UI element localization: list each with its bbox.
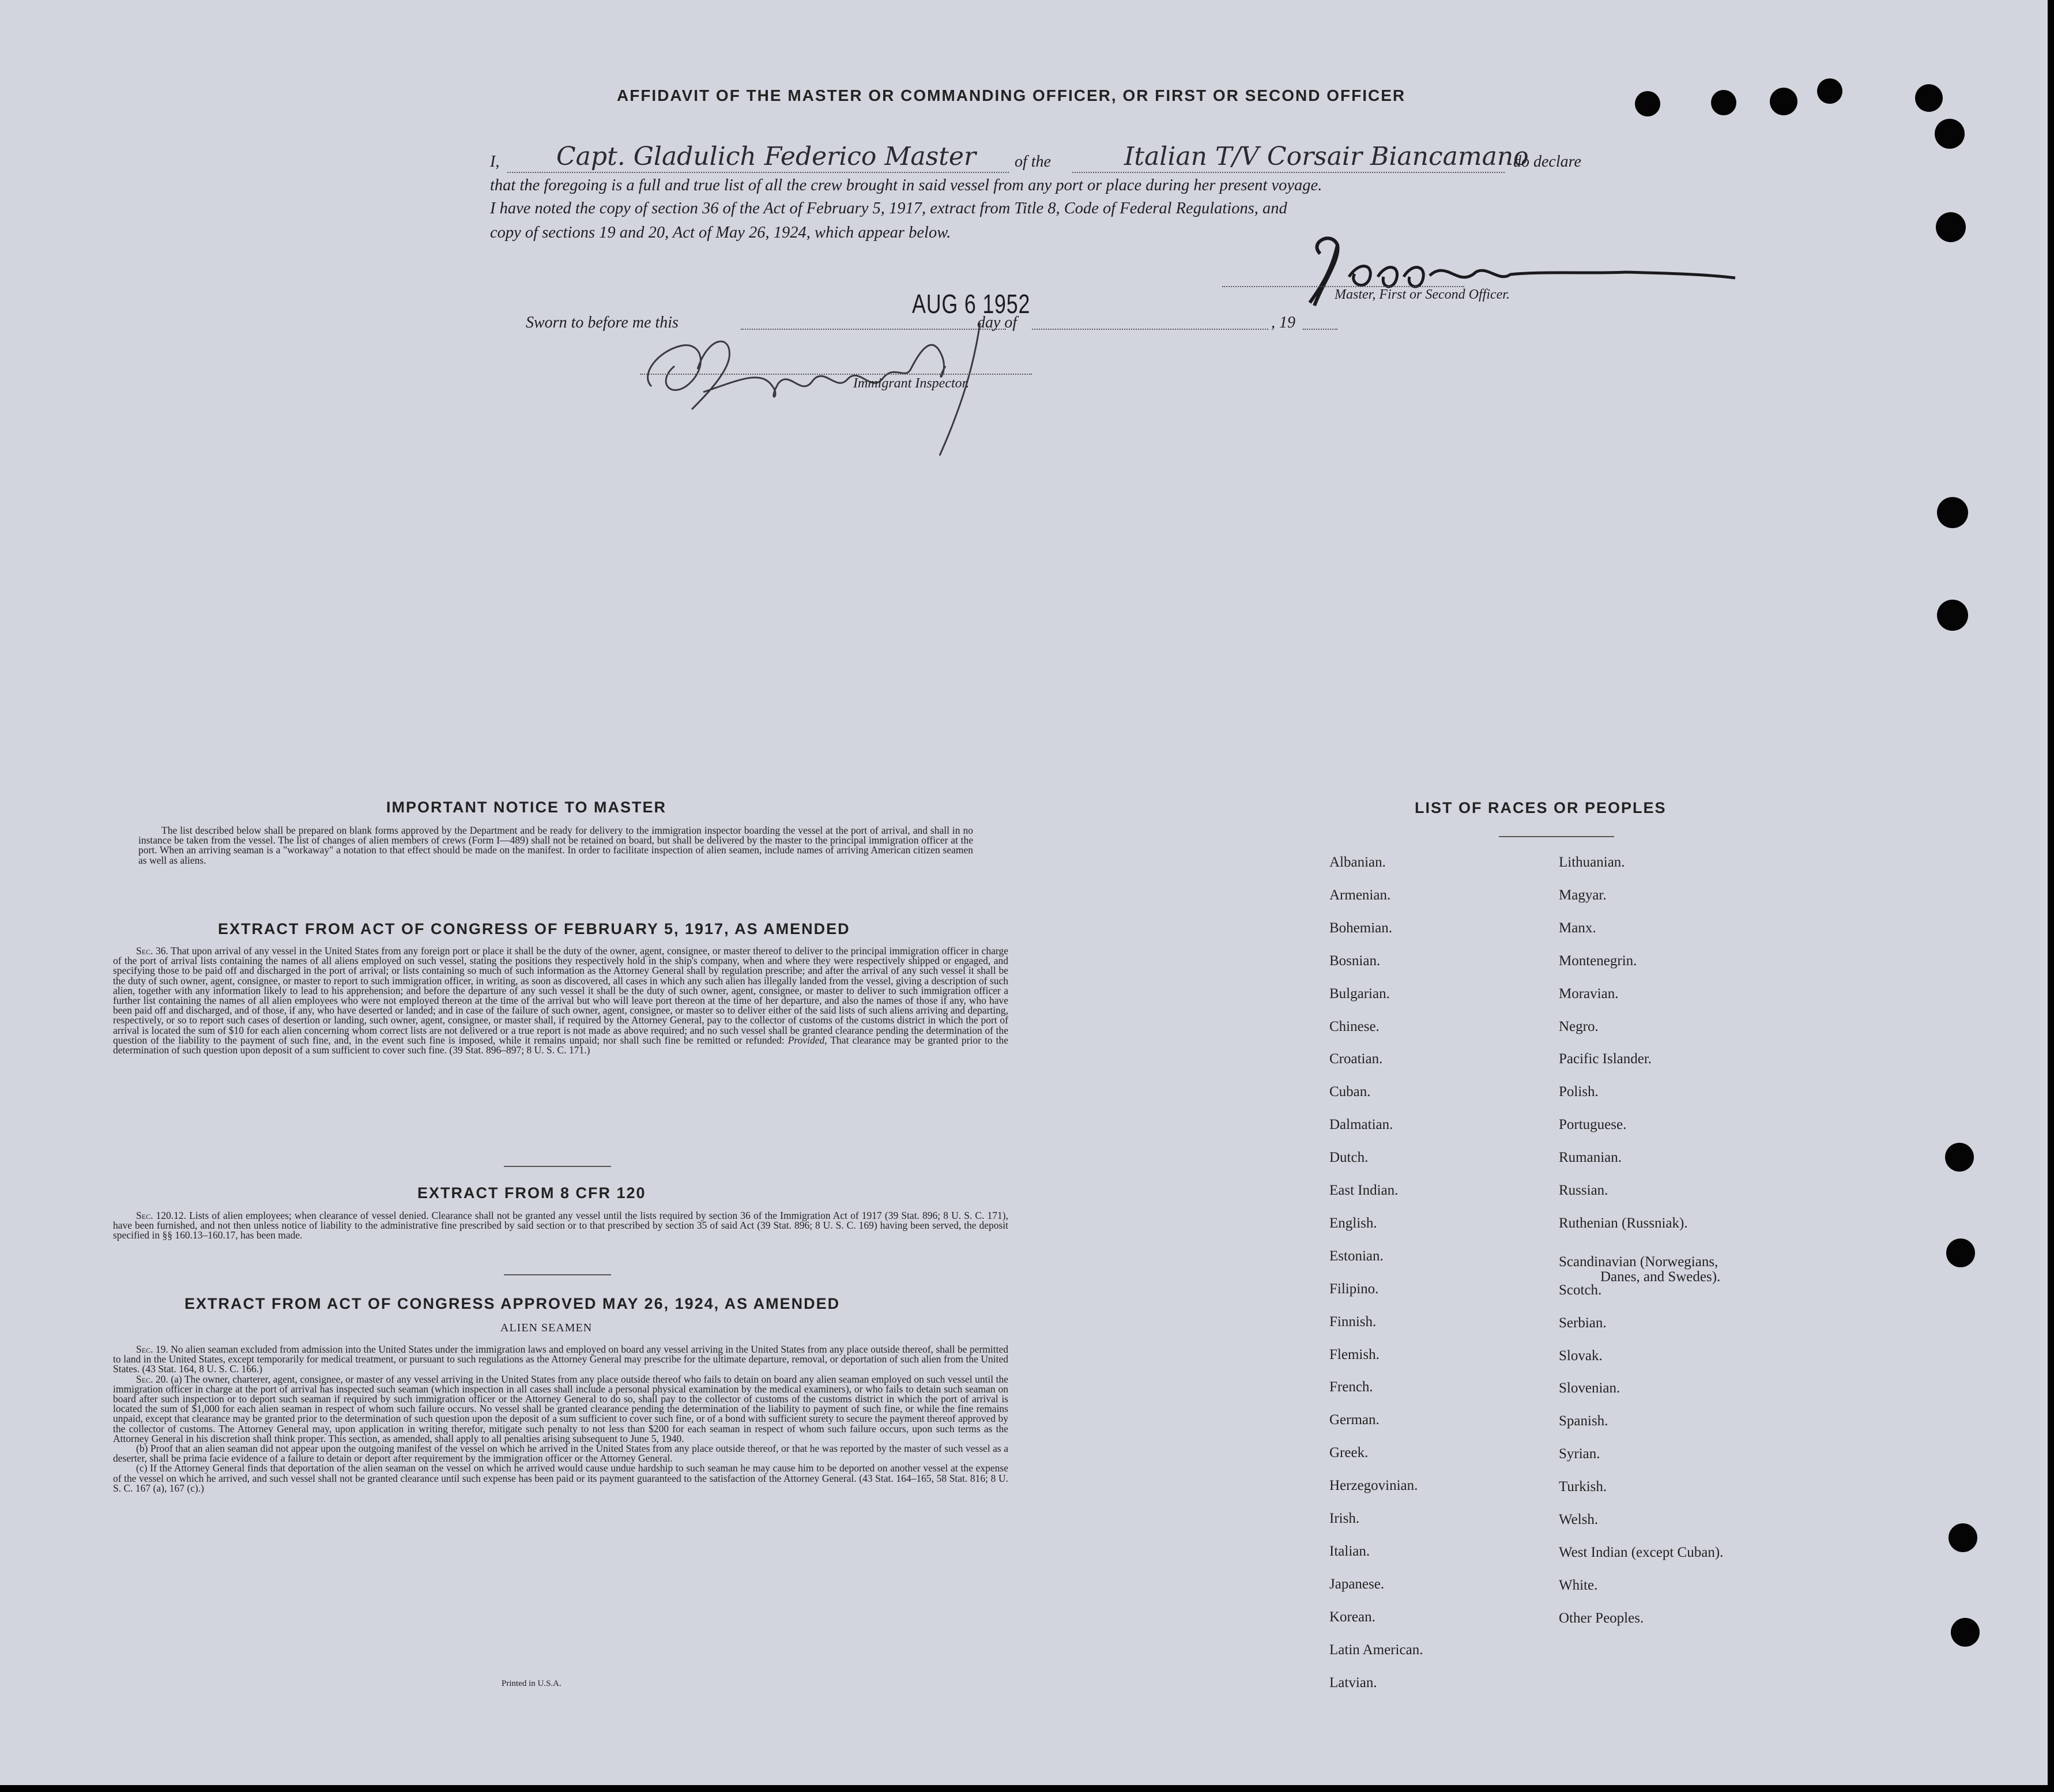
inspector-signature <box>634 311 1038 461</box>
race-item: Rumanian. <box>1559 1150 1622 1165</box>
race-item: Latin American. <box>1329 1642 1423 1658</box>
race-item: Flemish. <box>1329 1347 1380 1362</box>
sec-120-body: Lists of alien employees; when clearance of vessel denied. Clearance shall not be granted any vessel until the lists required by section 36 of the Immigration Act of 1917 (39 Stat. 896; 8 U. S. C. 171), have been furnished, and not then unless notice of liability to the administrative fine prescribed by said section or to that prescribed by section 35 of said Act (39 Stat. 896; 8 U. S. C. 169) having been served, the deposit specified in §§ 160.13–160.17, has been made. <box>113 1210 1009 1241</box>
race-item: Moravian. <box>1559 986 1619 1002</box>
race-item: Albanian. <box>1329 854 1386 870</box>
race-item: Estonian. <box>1329 1248 1384 1264</box>
race-item: West Indian (except Cuban). <box>1559 1545 1724 1560</box>
sworn-label: Sworn to before me this <box>526 314 679 332</box>
name-dotted-line <box>507 172 1009 173</box>
race-item: Filipino. <box>1329 1281 1379 1297</box>
extract-8cfr-block <box>113 1211 1008 1241</box>
race-item: Montenegrin. <box>1559 953 1637 969</box>
race-item: East Indian. <box>1329 1183 1399 1198</box>
race-item: Other Peoples. <box>1559 1610 1644 1626</box>
inspector-dotted-line <box>640 374 1032 375</box>
race-item: Armenian. <box>1329 887 1391 903</box>
race-item: Ruthenian (Russniak). <box>1559 1215 1688 1231</box>
sec-36-body: That upon arrival of any vessel in the United States from any foreign port or place it shall be the duty of the owner, agent, consignee, or master thereof to deliver to the principal immigration officer in charge of the port of arrival lists containing the names of all aliens employed on such vessel, stating the positions they respectively hold in the ship's company, when and where they were respectively shipped or engaged, and specifying those to be paid off and discharged in the port of arrival; or lists containing so much of such information as the Attorney General shall by regulation prescribe; and after the arrival of any such vessel it shall be the duty of such owner, agent, consignee, or master to report to such immigration officer, in writing, as soon as discovered, all cases in which any such alien has illegally landed from the vessel, giving a description of such alien, together with any information likely to lead to his apprehension; and before the departure of any such vessel it shall be the duty of such owner, agent, consignee, or master to deliver to such immigration officer a further list containing the names of all alien employees who were not employed thereon at the time of the arrival but who will leave port thereon at the time of her departure, and also the names of those if any, who have been paid off and discharged, and of those, if any, who have deserted or landed; and in case of the failure of such owner, agent, consignee, or master so to deliver either of the said lists of such aliens arriving and departing, respectively, or so to report such cases of desertion or landing, such owner, agent, consignee, or master shall, if required by the Attorney General, pay to the collector of customs of the customs district in which the port of arrival is located the sum of $10 for each alien concerning whom correct lists are not delivered or a true report is not made as above required; and no such vessel shall be granted clearance pending the determination of the question of the liability to the payment of such fine, and, in the event such fine is imposed, while it remains unpaid; nor shall such fine be remitted or refunded: <box>113 945 1008 1046</box>
race-item: Scandinavian (Norwegians, <box>1559 1254 1718 1270</box>
race-item: Finnish. <box>1329 1314 1377 1330</box>
notice-body: The list described below shall be prepared on blank forms approved by the Department and be ready for delivery to the immigration inspector boarding the vessel at the port of arrival, and shall in no instance be taken from the vessel. The list of changes of alien members of crews (Form I—489) shall not be retained on board, but shall be delivered by the master to the principal immigration officer at the port. When an arriving seaman is a "workaway" a notation to that effect should be made on the manifest. In order to facilitate inspection of alien seamen, include names of arriving American citizen seamen as well as aliens. <box>138 825 973 866</box>
race-item: Slovenian. <box>1559 1380 1620 1396</box>
affidavit-do-declare: do declare <box>1513 153 1581 171</box>
year-label: , 19 <box>1271 314 1295 332</box>
race-item: Bohemian. <box>1329 920 1393 936</box>
sec-120-label: Sec. 120.12. <box>136 1210 187 1221</box>
race-item: Greek. <box>1329 1445 1369 1460</box>
extract-8cfr-paragraph <box>113 1211 1008 1241</box>
inspector-label: Immigrant Inspector. <box>853 376 970 391</box>
sec-20-label: Sec. 20. <box>136 1373 168 1385</box>
race-item: Italian. <box>1329 1543 1370 1559</box>
race-item: Danes, and Swedes). <box>1600 1269 1721 1285</box>
race-item: Magyar. <box>1559 887 1607 903</box>
extract-1924-block <box>113 1345 1008 1493</box>
sec-36-end: That clearance may be granted prior to the determination of such question upon deposit of a sum sufficient to cover such fine. (39 Stat. 896–897; 8 U. S. C. 171.) <box>113 1034 1009 1056</box>
punch-hole <box>1770 88 1797 115</box>
race-item: Portuguese. <box>1559 1117 1627 1132</box>
race-item: Slovak. <box>1559 1348 1603 1364</box>
race-item: Russian. <box>1559 1183 1608 1198</box>
punch-hole <box>1711 90 1736 115</box>
punch-hole <box>1936 212 1966 242</box>
provided-label: Provided, <box>787 1034 827 1046</box>
sec-20c-paragraph: (c) If the Attorney General finds that deportation of the alien seaman on the vessel on which he arrived would cause undue hardship to such seaman he may cause him to be deported on another vessel at the expense of the vessel on which he arrived, and such vessel shall not be granted clearance until such expense has been paid or its payment guaranteed to the satisfaction of the Attorney General. (43 Stat. 164–165, 58 Stat. 816; 8 U. S. C. 167 (a), 167 (c).) <box>113 1462 1008 1494</box>
race-item: French. <box>1329 1379 1373 1395</box>
extract-1917-title: EXTRACT FROM ACT OF CONGRESS OF FEBRUARY 5, 1917, AS AMENDED <box>218 920 850 938</box>
notice-body-block <box>138 826 973 865</box>
divider-rule <box>504 1166 611 1167</box>
race-item: Negro. <box>1559 1019 1599 1034</box>
race-item: Dalmatian. <box>1329 1117 1393 1132</box>
races-title: LIST OF RACES OR PEOPLES <box>1415 799 1667 816</box>
affidavit-line-3: I have noted the copy of section 36 of the Act of February 5, 1917, extract from Title 8, Code of Federal Regulations, and <box>490 199 1287 217</box>
punch-hole <box>1949 1523 1977 1552</box>
race-item: Syrian. <box>1559 1446 1600 1462</box>
extract-8cfr-title: EXTRACT FROM 8 CFR 120 <box>417 1184 646 1202</box>
race-item: Irish. <box>1329 1511 1360 1526</box>
punch-hole <box>1937 600 1968 631</box>
race-item: Cuban. <box>1329 1084 1371 1100</box>
vessel-dotted-line <box>1072 172 1505 173</box>
races-title-rule <box>1499 836 1614 837</box>
race-item: Japanese. <box>1329 1576 1385 1592</box>
race-item: Scotch. <box>1559 1282 1602 1298</box>
sec-36-label: Sec. 36. <box>136 945 168 957</box>
race-item: Herzegovinian. <box>1329 1478 1418 1493</box>
race-item: Spanish. <box>1559 1413 1608 1429</box>
sworn-dotted-line-3 <box>1303 329 1337 330</box>
race-item: Lithuanian. <box>1559 854 1625 870</box>
race-item: Serbian. <box>1559 1315 1607 1331</box>
punch-hole <box>1915 84 1943 112</box>
race-item: White. <box>1559 1578 1598 1593</box>
affidavit-of-the: of the <box>1015 153 1051 171</box>
race-item: English. <box>1329 1215 1377 1231</box>
handwritten-vessel-name: Italian T/V Corsair Biancamano <box>1124 142 1529 171</box>
punch-hole <box>1946 1238 1975 1267</box>
affidavit-line-4: copy of sections 19 and 20, Act of May 26, 1924, which appear below. <box>490 224 951 242</box>
notice-title: IMPORTANT NOTICE TO MASTER <box>386 799 666 816</box>
race-item: Turkish. <box>1559 1479 1607 1494</box>
race-item: Korean. <box>1329 1609 1375 1625</box>
sec-19-label: Sec. 19. <box>136 1343 168 1355</box>
race-item: Dutch. <box>1329 1150 1369 1165</box>
race-item: Latvian. <box>1329 1675 1377 1691</box>
punch-hole <box>1951 1618 1980 1647</box>
extract-1917-block <box>113 946 1008 1055</box>
divider-rule <box>504 1274 611 1275</box>
day-of-label: day of <box>977 314 1017 332</box>
sec-19-body: No alien seaman excluded from admission into the United States under the immigration laws and employed on board any vessel arriving in the United States from any place outside thereof, shall be permitted to land in the United States, except temporarily for medical treatment, or pursuant to such regulations as the Attorney General may prescribe for the ultimate departure, removal, or deportation of such alien from the United States. (43 Stat. 164, 8 U. S. C. 166.) <box>113 1343 1008 1375</box>
sec-20a-paragraph <box>113 1375 1008 1444</box>
master-label: Master, First or Second Officer. <box>1335 287 1510 302</box>
race-item: Welsh. <box>1559 1512 1599 1527</box>
extract-1924-subtitle: ALIEN SEAMEN <box>500 1322 593 1334</box>
race-item: Manx. <box>1559 920 1596 936</box>
punch-hole <box>1635 91 1660 116</box>
sec-20b-paragraph: (b) Proof that an alien seaman did not appear upon the outgoing manifest of the vessel on which he arrived in the United States from any place outside thereof, or that he was reported by the master of such vessel as a deserter, shall be prima facie evidence of a failure to detain or deport after requirement by the immigration officer or the Attorney General. <box>113 1443 1008 1465</box>
race-item: Bosnian. <box>1329 953 1381 969</box>
race-item: Croatian. <box>1329 1051 1383 1067</box>
sec-20a-body: (a) The owner, charterer, agent, consignee, or master of any vessel arriving in the United States from any place outside thereof who fails to detain on board any alien seaman employed on such vessel until the immigration officer in charge at the port of arrival has inspected such seaman (which inspection in all cases shall include a personal physical examination by the medical examiners), or who fails to detain such seaman on board after such inspection or to deport such seaman if required by such immigration officer or the Attorney General to do so, shall pay to the collector of customs of the customs district in which the port of arrival is located the sum of $1,000 for each alien seaman in respect of whom such failure occurs. No vessel shall be granted clearance pending the determination of the liability to payment of such fine, or while the fine remains unpaid, except that clearance may be granted prior to the determination of such question upon the deposit of a sum sufficient to cover such fine, or of a bond with sufficient surety to secure the payment thereof approved by the collector of customs. The Attorney General may, upon application in writing therefor, mitigate such penalty to not less than $200 for each seaman in respect of whom such failure occurs, upon such terms as the Attorney General in his discretion shall think proper. This section, as amended, shall apply to all penalties arising subsequent to June 5, 1940. <box>113 1373 1008 1444</box>
affidavit-heading: AFFIDAVIT OF THE MASTER OR COMMANDING OFFICER, OR FIRST OR SECOND OFFICER <box>617 86 1406 104</box>
race-item: Pacific Islander. <box>1559 1051 1652 1067</box>
printed-in-usa: Printed in U.S.A. <box>502 1679 561 1688</box>
punch-hole <box>1935 119 1965 149</box>
affidavit-line-2: that the foregoing is a full and true list of all the crew brought in said vessel from any port or place during her present voyage. <box>490 176 1322 194</box>
extract-1924-title: EXTRACT FROM ACT OF CONGRESS APPROVED MAY 26, 1924, AS AMENDED <box>184 1295 841 1312</box>
race-item: Chinese. <box>1329 1019 1380 1034</box>
extract-1917-paragraph <box>113 946 1008 1055</box>
punch-hole <box>1817 78 1842 104</box>
affidavit-intro: I, <box>490 153 500 171</box>
punch-hole <box>1945 1143 1974 1172</box>
punch-hole <box>1937 497 1968 528</box>
race-item: Polish. <box>1559 1084 1599 1100</box>
race-item: Bulgarian. <box>1329 986 1390 1002</box>
race-item: German. <box>1329 1412 1380 1428</box>
handwritten-master-name: Capt. Gladulich Federico Master <box>556 142 976 171</box>
date-stamp: AUG 6 1952 <box>912 289 1031 319</box>
sworn-dotted-line-2 <box>1032 329 1268 330</box>
sec-19-paragraph <box>113 1345 1008 1375</box>
